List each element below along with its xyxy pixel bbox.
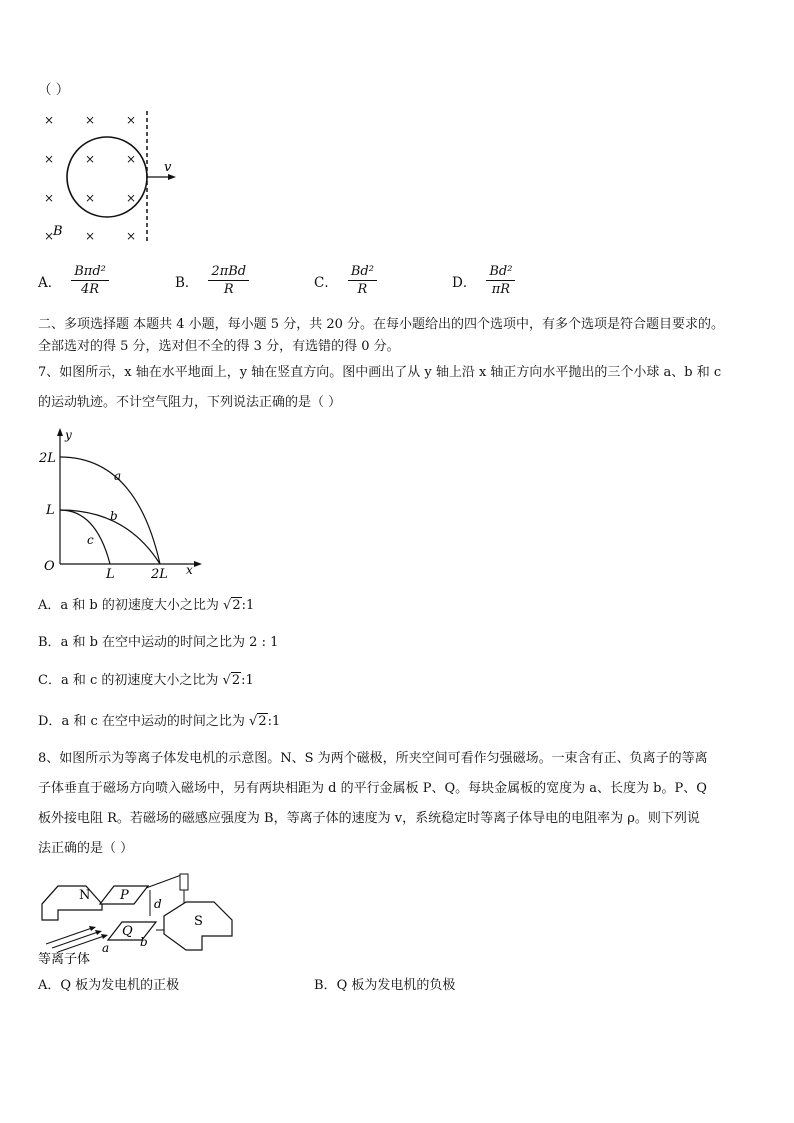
option-letter: B． (38, 635, 61, 650)
option-letter: A． (38, 978, 61, 993)
section2-heading-line1: 二、多项选择题 本题共 4 小题，每小题 5 分，共 20 分。在每小题给出的四个选项中，有多个选项是符合题目要求的。 (38, 317, 725, 332)
option-text: a 和 b 在空中运动的时间之比为 2 : 1 (60, 635, 279, 650)
option-letter: B． (314, 978, 337, 993)
option-fraction: $\frac{\text{Bd²}}{R}$ (348, 264, 377, 297)
v-label: v (164, 160, 172, 175)
curve-c-label: c (87, 533, 94, 547)
q6-option-b[interactable] (175, 264, 249, 297)
option-fraction: $\frac{\text{Bπd²}}{4R}$ (71, 264, 109, 297)
option-letter: A． (38, 274, 62, 291)
magnet-n-label: N (79, 888, 91, 903)
cross: × (44, 113, 55, 127)
cross: × (126, 113, 137, 127)
q7-option-b[interactable] (38, 634, 278, 652)
cross: × (126, 191, 137, 205)
coil-circle (67, 137, 147, 217)
option-text: a 和 b 的初速度大小之比为 (60, 598, 219, 613)
gap-d-label: d (154, 897, 162, 911)
arrow-head-icon (95, 930, 102, 935)
option-letter: A． (38, 598, 61, 613)
q8-stem-line4: 法正确的是（ ） (38, 841, 134, 856)
x-axis-arrow-icon (194, 561, 202, 567)
option-letter: B． (175, 274, 199, 291)
cross: × (44, 191, 55, 205)
q6-magnetic-field-figure (30, 105, 190, 245)
option-text: Q 板为发电机的正极 (60, 978, 180, 993)
x-axis-label: x (186, 563, 193, 577)
q7-stem-line2: 的运动轨迹。不计空气阻力，下列说法正确的是（ ） (38, 395, 342, 410)
option-text: Q 板为发电机的负极 (336, 978, 456, 993)
q7-stem-line1: 7、如图所示，x 轴在水平地面上，y 轴在竖直方向。图中画出了从 y 轴上沿 x 轴正方向水平抛出的三个小球 a、b 和 c (38, 365, 722, 380)
q8-option-a[interactable] (38, 977, 179, 995)
curve-b-label: b (110, 509, 118, 523)
cross: × (126, 229, 137, 243)
option-text: a 和 c 的初速度大小之比为 (60, 673, 219, 688)
option-letter: C． (314, 274, 338, 291)
option-ratio: :1 (267, 714, 281, 729)
tick-2l-y: 2L (39, 451, 56, 466)
origin-label: O (44, 559, 55, 574)
y-axis-label: y (65, 428, 72, 442)
section2-heading-line2: 全部选对的得 5 分，选对但不全的得 3 分，有选错的得 0 分。 (38, 339, 400, 354)
q7-option-d[interactable] (38, 713, 280, 731)
q8-stem-line3: 板外接电阻 R。若磁场的磁感应强度为 B，等离子体的速度为 v，系统稳定时等离子体导电的电阻率为 ρ。则下列说 (38, 811, 700, 826)
option-ratio: :1 (241, 673, 254, 688)
sqrt-symbol: √2 (223, 598, 241, 613)
b-label: B (53, 224, 63, 239)
q7-option-c[interactable] (38, 672, 254, 690)
q8-option-b[interactable] (314, 977, 455, 995)
sqrt-symbol: √2 (222, 673, 241, 688)
cross: × (44, 229, 55, 243)
q7-trajectory-figure (36, 424, 216, 580)
y-axis-arrow-icon (57, 428, 63, 436)
q6-option-a[interactable] (38, 264, 109, 297)
plate-q-label: Q (122, 924, 133, 939)
magnet-s-label: S (194, 914, 203, 929)
width-a-label: a (102, 941, 110, 955)
cross: × (85, 113, 96, 127)
trajectory-c (60, 510, 110, 564)
q6-option-c[interactable] (314, 264, 377, 297)
resistor-r (180, 874, 188, 890)
plate-p-label: P (120, 888, 129, 903)
q7-option-a[interactable] (38, 597, 254, 615)
q6-answer-bracket: （ ） (38, 82, 70, 98)
option-letter: D． (452, 274, 477, 291)
wire-top (146, 874, 184, 888)
sqrt-symbol: √2 (249, 714, 267, 729)
option-fraction: $\frac{\text{Bd²}}{\pi R}$ (486, 264, 515, 297)
cross: × (85, 191, 96, 205)
tick-2l-x: 2L (151, 567, 168, 580)
cross: × (85, 152, 96, 166)
option-ratio: :1 (241, 598, 255, 613)
tick-l-x: L (106, 567, 115, 580)
q6-option-d[interactable] (452, 264, 515, 297)
option-text: a 和 c 在空中运动的时间之比为 (61, 714, 245, 729)
cross: × (85, 229, 96, 243)
option-letter: D． (38, 714, 62, 729)
option-letter: C． (38, 673, 61, 688)
q8-stem-line2: 子体垂直于磁场方向喷入磁场中，另有两块相距为 d 的平行金属板 P、Q。每块金属板的宽度为 a、长度为 b。P、Q (38, 781, 707, 796)
arrow-head-icon (89, 926, 96, 931)
cross: × (44, 152, 55, 166)
magnet-n (42, 886, 102, 920)
option-fraction: $\frac{\text{2πBd}}{R}$ (208, 264, 249, 297)
curve-a-label: a (114, 469, 122, 483)
arrow-head-icon (101, 934, 108, 939)
q8-plasma-generator-figure (36, 866, 246, 966)
plasma-label: 等离子体 (38, 952, 91, 966)
q8-stem-line1: 8、如图所示为等离子体发电机的示意图。N、S 为两个磁极，所夹空间可看作匀强磁场。一束含有正、负离子的等离 (38, 751, 708, 766)
cross: × (126, 152, 137, 166)
length-b-label: b (140, 935, 148, 949)
tick-l-y: L (46, 503, 55, 518)
